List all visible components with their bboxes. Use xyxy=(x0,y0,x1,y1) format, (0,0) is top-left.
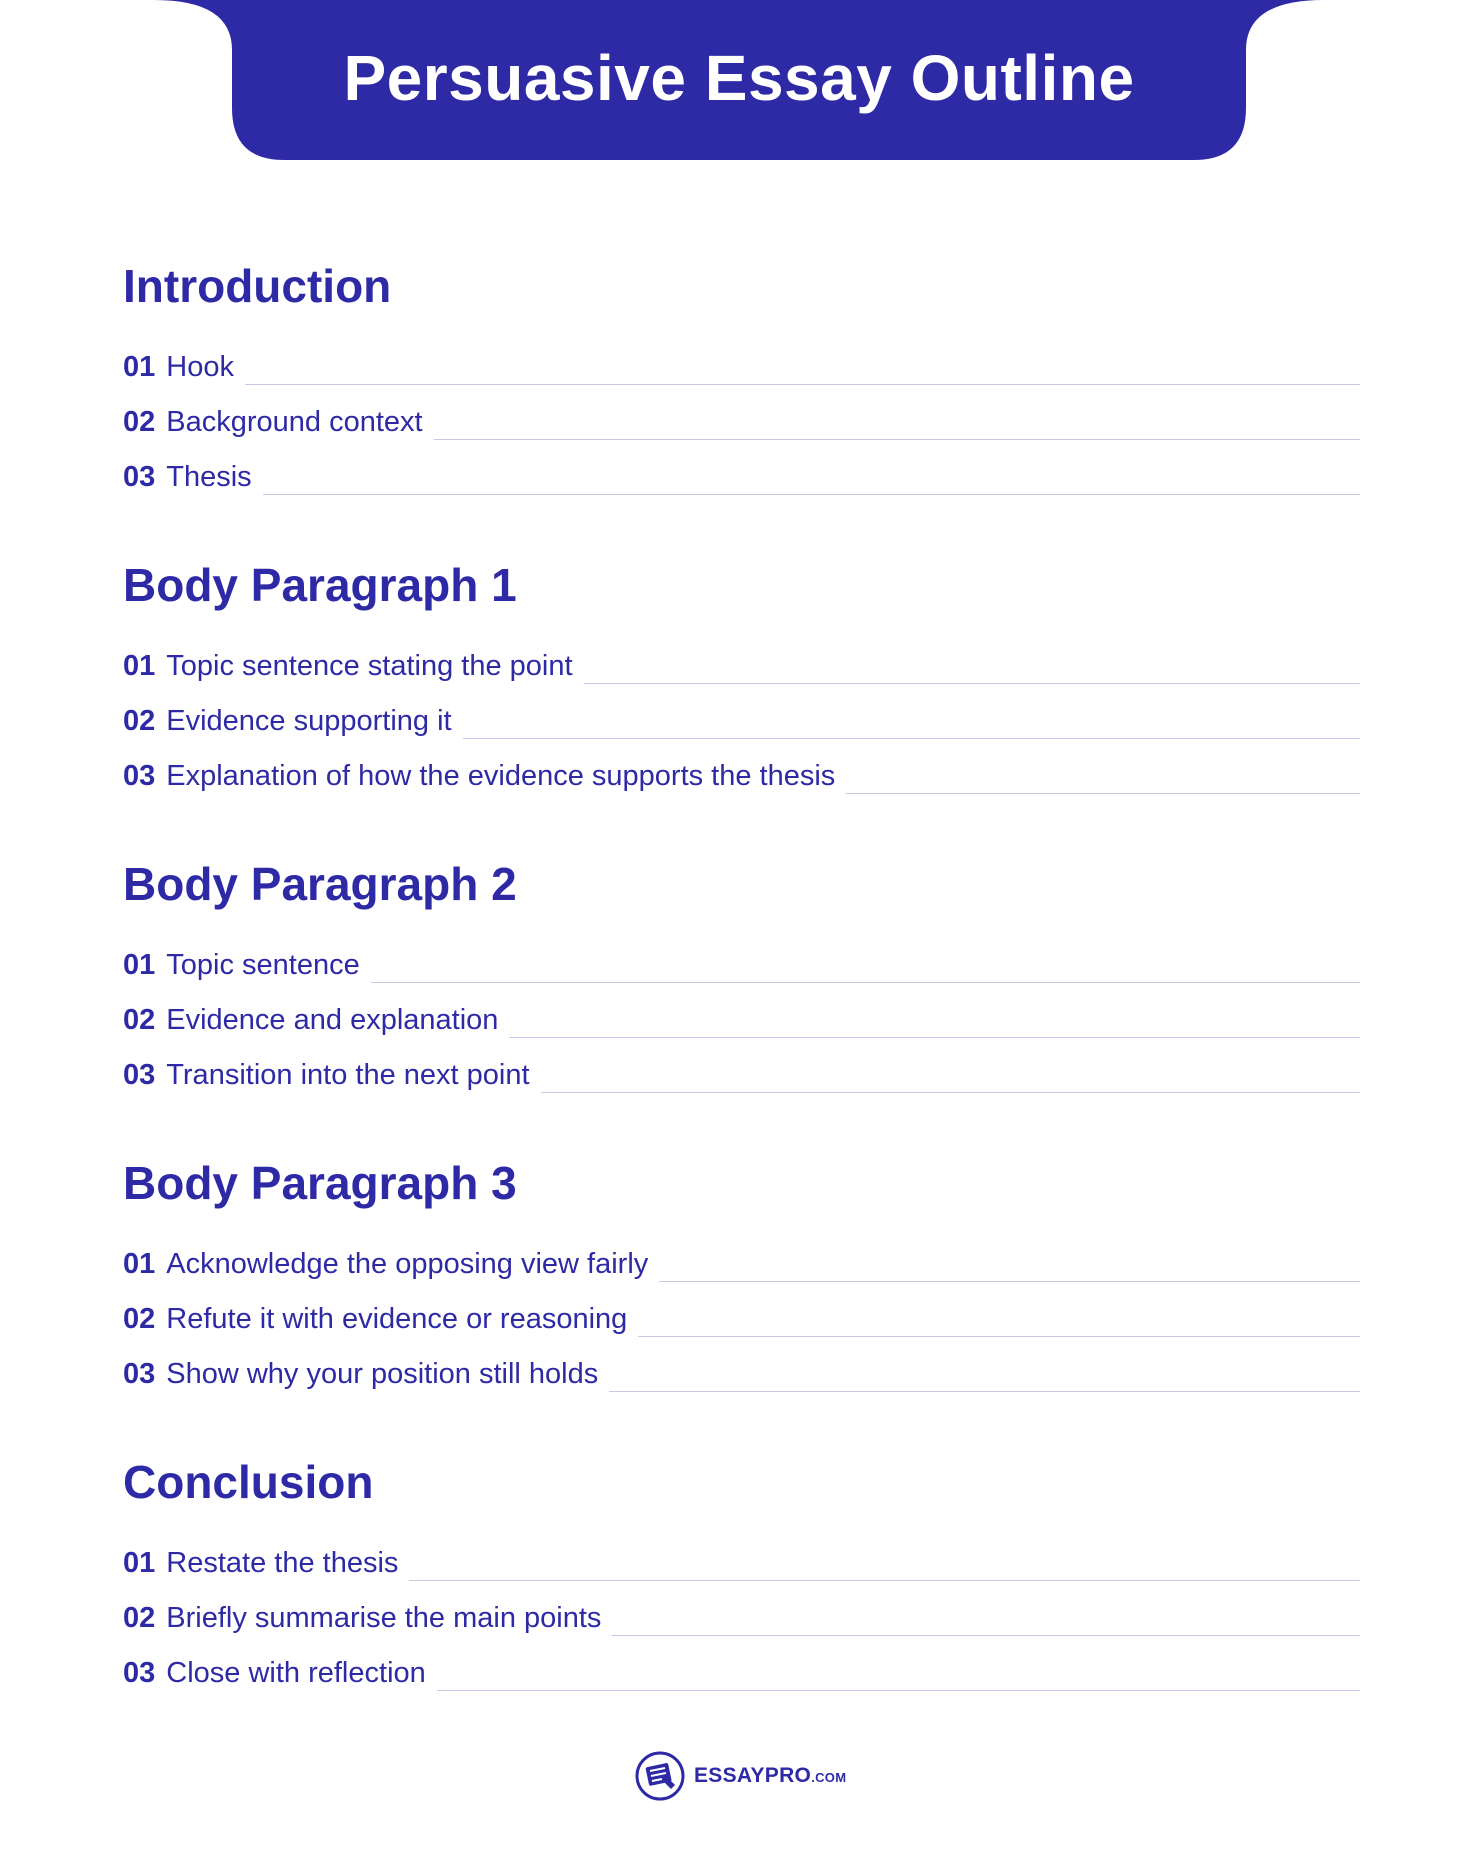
brand-bold: PRO xyxy=(764,1764,812,1787)
list-item xyxy=(123,684,1360,739)
fill-in-line xyxy=(609,1390,1360,1392)
outline-content xyxy=(123,252,1360,1747)
list-item xyxy=(123,739,1360,794)
item-label: Show why your position still holds xyxy=(166,1358,599,1390)
list-item xyxy=(123,1337,1360,1392)
item-number: 03 xyxy=(123,461,156,493)
item-label: Topic sentence stating the point xyxy=(166,650,573,682)
fill-in-line xyxy=(463,737,1360,739)
section-conclusion xyxy=(123,1448,1360,1747)
item-number: 01 xyxy=(123,1547,156,1579)
item-number: 03 xyxy=(123,760,156,792)
fill-in-line xyxy=(245,383,1360,385)
fill-in-line xyxy=(584,682,1360,684)
fill-in-line xyxy=(437,1689,1360,1691)
section-body-paragraph-3 xyxy=(123,1149,1360,1448)
list-item xyxy=(123,928,1360,983)
item-number: 03 xyxy=(123,1358,156,1390)
item-label: Hook xyxy=(166,351,234,383)
list-item xyxy=(123,1581,1360,1636)
section-title: Conclusion xyxy=(123,1456,374,1508)
list-item xyxy=(123,330,1360,385)
essaypro-wordmark xyxy=(694,1764,846,1788)
item-label: Refute it with evidence or reasoning xyxy=(166,1303,628,1335)
section-title: Introduction xyxy=(123,260,392,312)
item-label: Topic sentence xyxy=(166,949,360,981)
item-number: 01 xyxy=(123,650,156,682)
list-item xyxy=(123,440,1360,495)
item-number: 02 xyxy=(123,705,156,737)
fill-in-line xyxy=(846,792,1360,794)
list-item xyxy=(123,1282,1360,1337)
fill-in-line xyxy=(409,1579,1360,1581)
page-title: Persuasive Essay Outline xyxy=(343,42,1135,114)
item-label: Transition into the next point xyxy=(166,1059,530,1091)
list-item xyxy=(123,629,1360,684)
item-list xyxy=(123,330,1360,495)
item-list xyxy=(123,928,1360,1093)
item-number: 01 xyxy=(123,1248,156,1280)
item-list xyxy=(123,629,1360,794)
fill-in-line xyxy=(434,438,1360,440)
section-title: Body Paragraph 3 xyxy=(123,1157,517,1209)
item-number: 02 xyxy=(123,1303,156,1335)
fill-in-line xyxy=(371,981,1360,983)
item-label: Background context xyxy=(166,406,423,438)
item-label: Explanation of how the evidence supports the thesis xyxy=(166,760,836,792)
fill-in-line xyxy=(612,1634,1360,1636)
item-number: 03 xyxy=(123,1657,156,1689)
list-item xyxy=(123,983,1360,1038)
brand-suffix: .COM xyxy=(811,1770,847,1785)
item-label: Close with reflection xyxy=(166,1657,426,1689)
essaypro-logo[interactable] xyxy=(634,1750,846,1802)
item-label: Briefly summarise the main points xyxy=(166,1602,602,1634)
list-item xyxy=(123,385,1360,440)
item-number: 02 xyxy=(123,1004,156,1036)
item-label: Evidence supporting it xyxy=(166,705,452,737)
section-body-paragraph-2 xyxy=(123,850,1360,1149)
section-title: Body Paragraph 2 xyxy=(123,858,517,910)
brand-main: ESSAY xyxy=(694,1764,765,1787)
item-list xyxy=(123,1526,1360,1691)
fill-in-line xyxy=(509,1036,1360,1038)
fill-in-line xyxy=(541,1091,1360,1093)
section-body-paragraph-1 xyxy=(123,551,1360,850)
item-number: 01 xyxy=(123,351,156,383)
section-title: Body Paragraph 1 xyxy=(123,559,517,611)
title-banner xyxy=(154,0,1324,160)
fill-in-line xyxy=(263,493,1360,495)
list-item xyxy=(123,1636,1360,1691)
list-item xyxy=(123,1526,1360,1581)
item-label: Acknowledge the opposing view fairly xyxy=(166,1248,649,1280)
essaypro-logo-icon xyxy=(634,1750,686,1802)
list-item xyxy=(123,1038,1360,1093)
item-label: Thesis xyxy=(166,461,252,493)
item-label: Evidence and explanation xyxy=(166,1004,499,1036)
item-label: Restate the thesis xyxy=(166,1547,399,1579)
item-number: 02 xyxy=(123,1602,156,1634)
section-introduction xyxy=(123,252,1360,551)
item-number: 02 xyxy=(123,406,156,438)
item-number: 03 xyxy=(123,1059,156,1091)
item-list xyxy=(123,1227,1360,1392)
fill-in-line xyxy=(659,1280,1360,1282)
fill-in-line xyxy=(638,1335,1360,1337)
item-number: 01 xyxy=(123,949,156,981)
list-item xyxy=(123,1227,1360,1282)
